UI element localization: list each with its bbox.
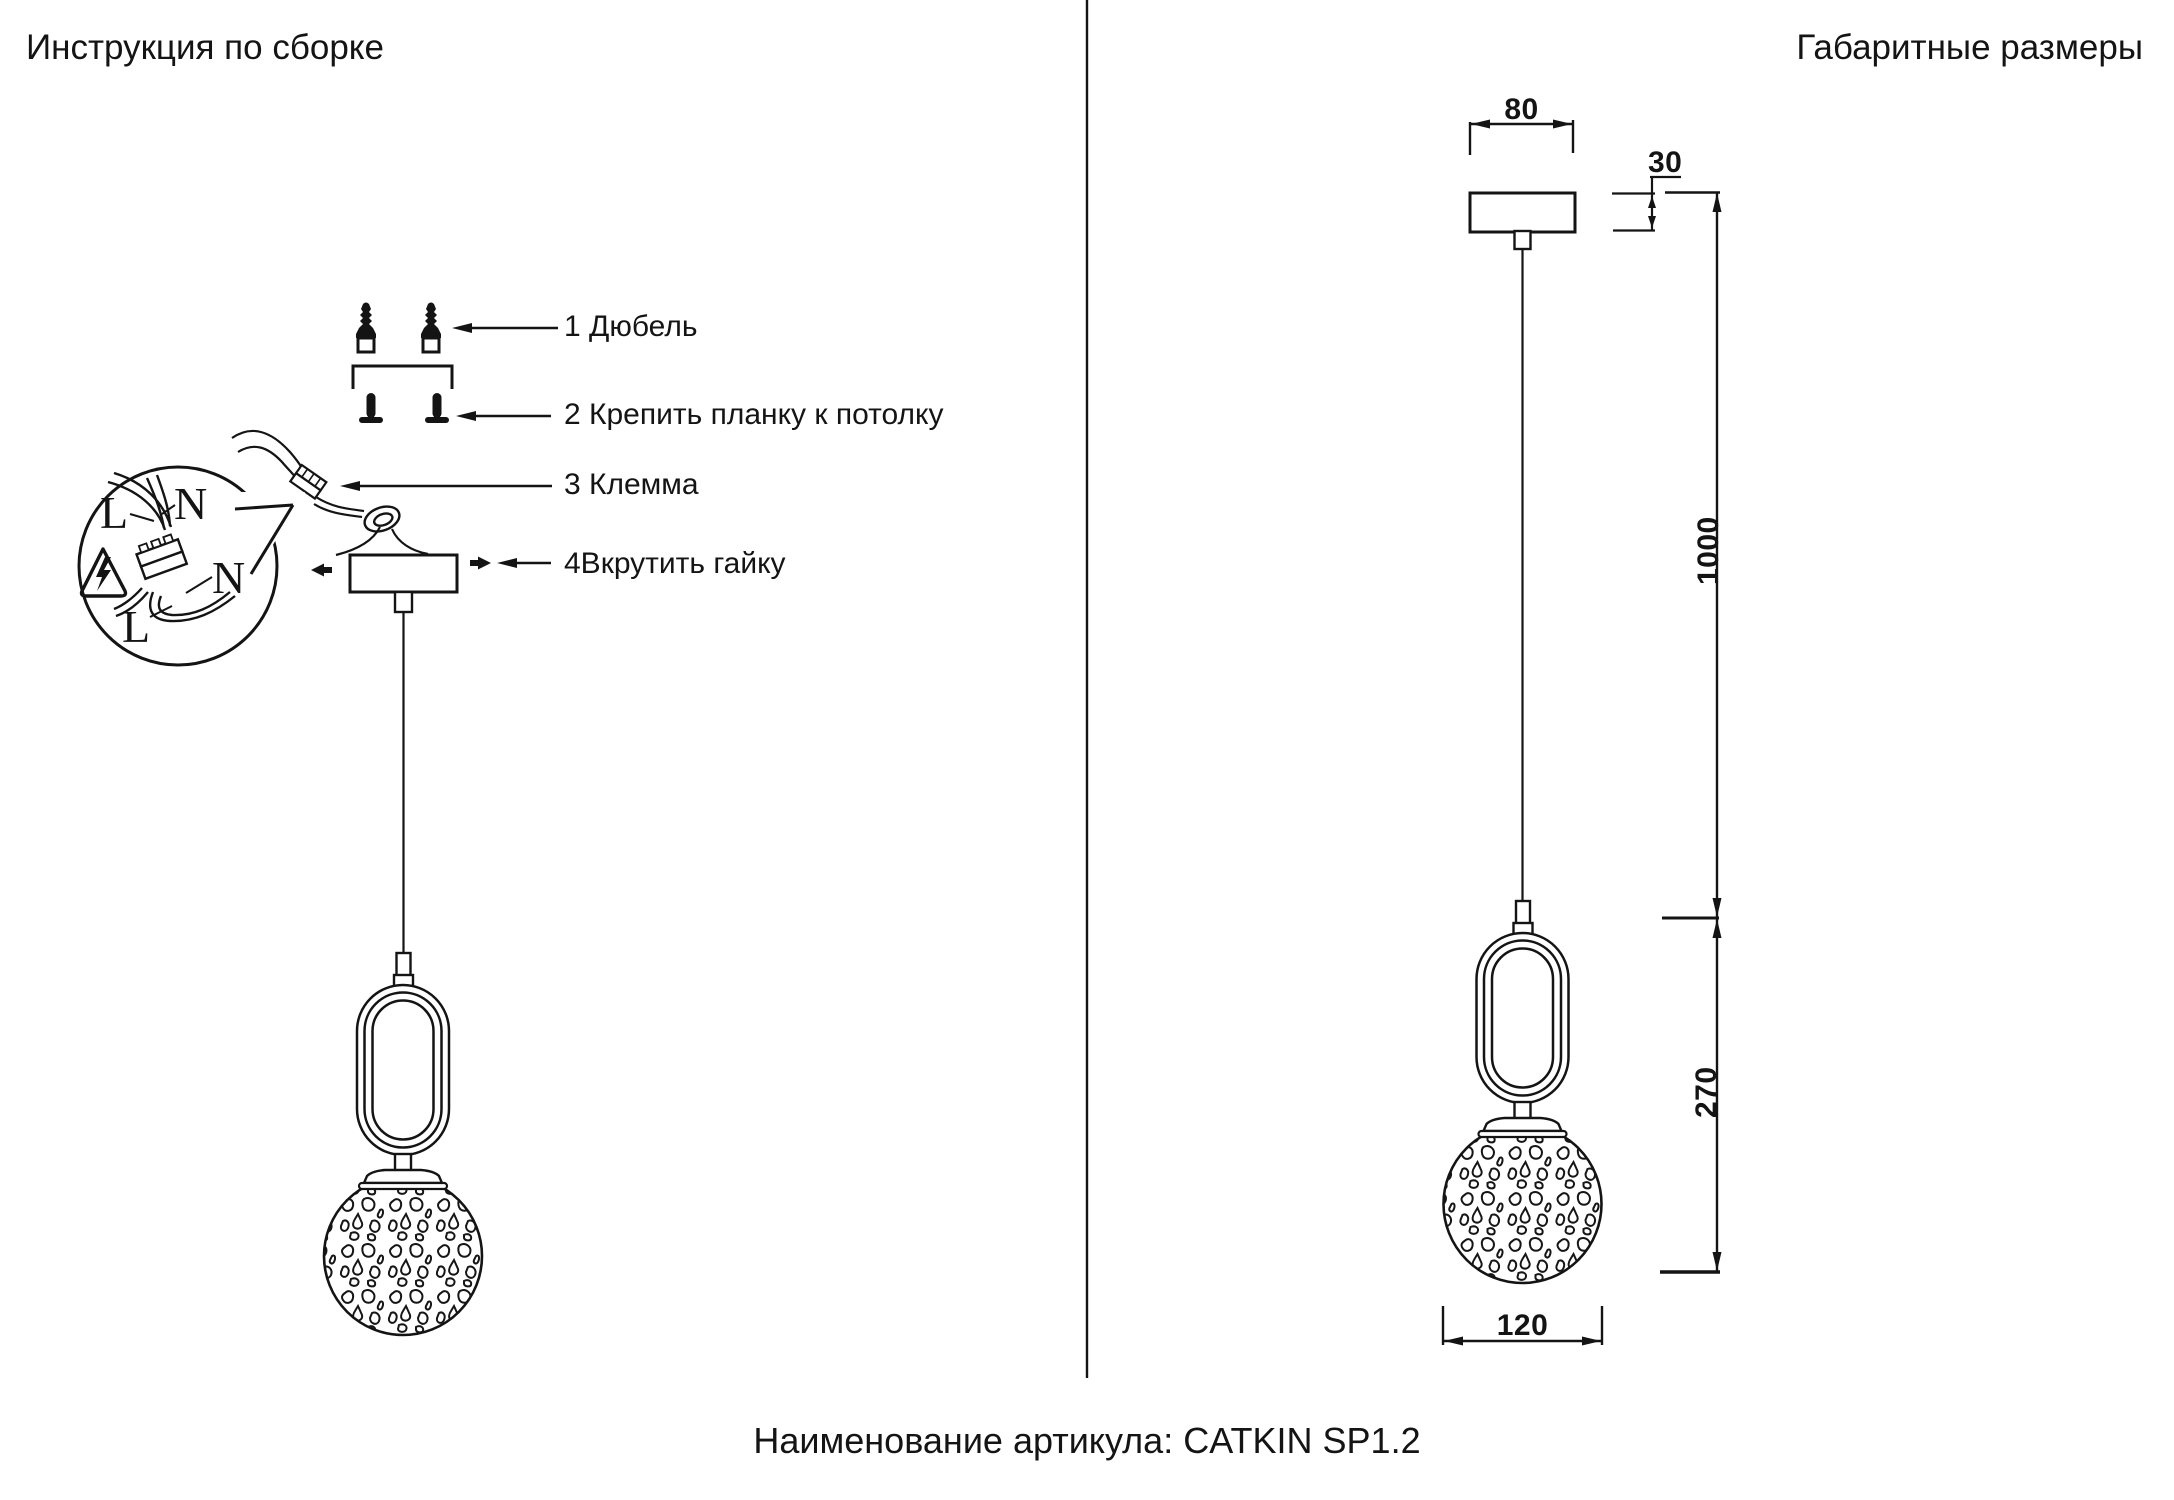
dim-suspension-length: 1000 <box>1692 516 1725 585</box>
wire-label-l-bottom: L <box>122 601 151 652</box>
callout-3-label: 3 Клемма <box>564 468 699 501</box>
wire-coil <box>361 502 403 536</box>
canopy-stem-dim <box>1515 231 1531 249</box>
dim-canopy-height: 30 <box>1648 146 1683 179</box>
section-title-right: Габаритные размеры <box>1796 28 2143 67</box>
dim-fixture-height: 270 <box>1690 1066 1723 1118</box>
callout-1-label: 1 Дюбель <box>564 310 698 343</box>
wire-label-l-top: L <box>100 487 129 538</box>
dim-canopy-width: 80 <box>1504 93 1539 126</box>
dowel-icon <box>356 303 376 353</box>
mains-wires <box>232 431 303 479</box>
callout-2-label: 2 Крепить планку к потолку <box>564 398 944 431</box>
dowel-icon <box>421 303 441 353</box>
pendant-lamp-drawing <box>1444 901 1602 1283</box>
canopy-stem <box>395 592 412 612</box>
callout-4-label: 4Вкрутить гайку <box>564 547 786 580</box>
dim-shade-diameter: 120 <box>1496 1309 1549 1342</box>
pendant-lamp-drawing <box>324 953 482 1335</box>
section-title-left: Инструкция по сборке <box>26 28 384 67</box>
wire-to-canopy <box>314 497 428 555</box>
wire-label-n-mid: N <box>212 552 246 603</box>
ceiling-canopy-dim <box>1470 193 1575 232</box>
nut-arrow-right-icon <box>470 557 491 570</box>
nut-arrow-left-icon <box>311 564 332 577</box>
article-caption: Наименование артикула: CATKIN SP1.2 <box>753 1420 1421 1461</box>
dim-30-lines <box>1612 177 1681 231</box>
mounting-bracket <box>353 366 452 389</box>
wire-label-n-top: N <box>174 478 208 529</box>
screw-icon <box>425 393 449 423</box>
screw-icon <box>359 393 383 423</box>
ceiling-canopy <box>350 555 457 592</box>
